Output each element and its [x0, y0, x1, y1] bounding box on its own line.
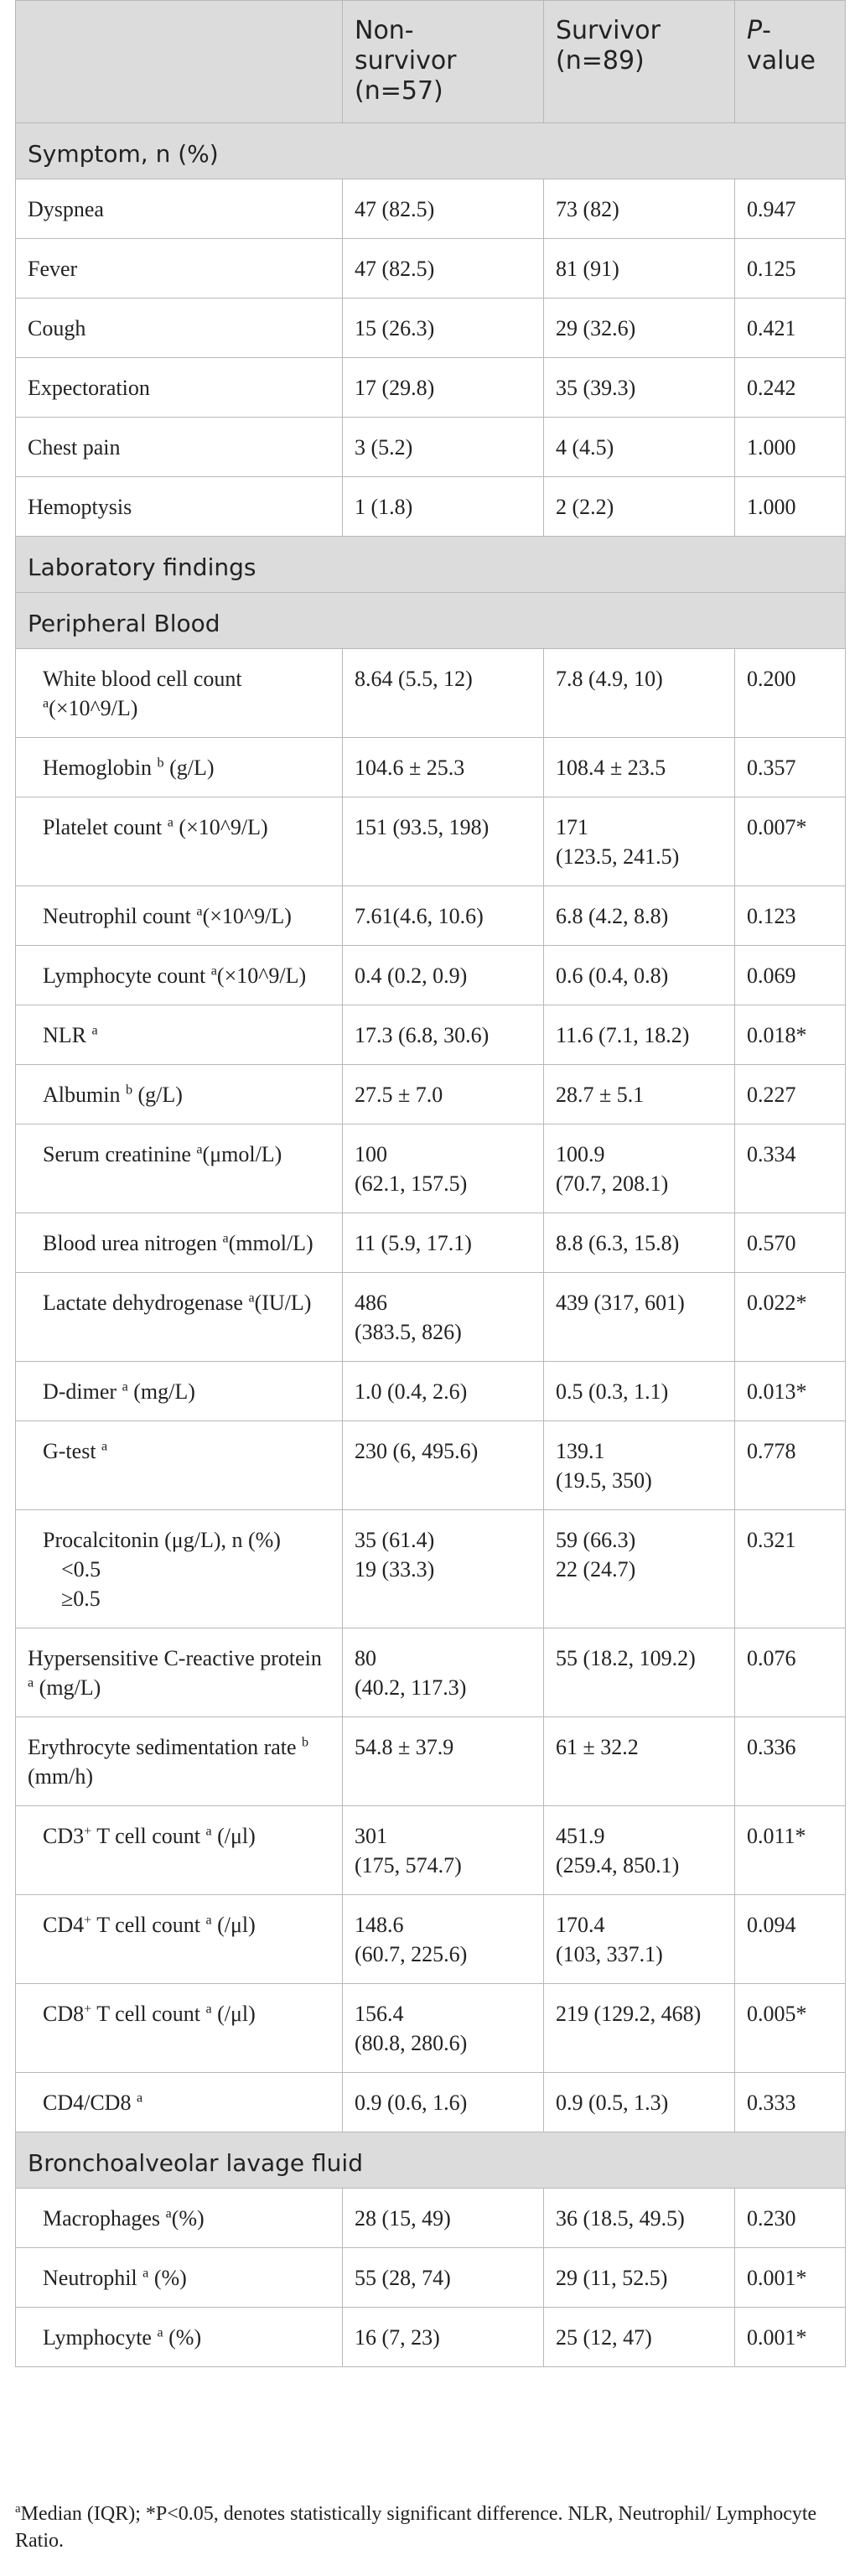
- label-sup: a: [205, 2002, 212, 2017]
- non-survivor-value: 7.61(4.6, 10.6): [343, 886, 544, 946]
- row-label: [16, 418, 343, 477]
- label-unit: (/μl): [211, 1913, 256, 1937]
- p-value: 0.001*: [735, 2248, 846, 2308]
- header-survivor: Survivor (n=89): [544, 1, 735, 123]
- non-survivor-value: 0.4 (0.2, 0.9): [343, 946, 544, 1005]
- table-row: [16, 1124, 846, 1213]
- table-row: [16, 2189, 846, 2248]
- survivor-value: 29 (32.6): [544, 299, 735, 358]
- p-value: 0.242: [735, 358, 846, 418]
- non-survivor-value: 104.6 ± 25.3: [343, 738, 544, 797]
- label-sup: a: [167, 815, 174, 830]
- table-row: [16, 179, 846, 239]
- survivor-value: 81 (91): [544, 239, 735, 299]
- label-unit: (×10^9/L): [216, 963, 307, 988]
- section-lab-label: Laboratory findings: [16, 537, 846, 593]
- label-text: Hemoglobin: [43, 756, 152, 780]
- survivor-value: 171 (123.5, 241.5): [544, 797, 735, 886]
- row-label: [16, 1065, 343, 1124]
- table-row: [16, 1273, 846, 1362]
- label-unit: (/μl): [211, 1824, 256, 1848]
- label-sup: a: [248, 1291, 255, 1306]
- survivor-value: 25 (12, 47): [544, 2308, 735, 2367]
- label-text: Lymphocyte: [43, 2325, 152, 2350]
- row-label: [16, 1806, 343, 1895]
- survivor-value: 139.1 (19.5, 350): [544, 1421, 735, 1510]
- label-sup: a: [136, 2090, 143, 2106]
- label-unit: (/μl): [211, 2002, 256, 2026]
- non-survivor-value: 148.6 (60.7, 225.6): [343, 1895, 544, 1984]
- label-text: Blood urea nitrogen: [43, 1231, 217, 1255]
- non-survivor-value: 1.0 (0.4, 2.6): [343, 1362, 544, 1421]
- survivor-value: 0.9 (0.5, 1.3): [544, 2073, 735, 2132]
- label-plus: +: [84, 2002, 92, 2017]
- non-survivor-value: 3 (5.2): [343, 418, 544, 477]
- label-unit: (mg/L): [34, 1675, 101, 1700]
- row-label: [16, 946, 343, 1005]
- p-value: 0.333: [735, 2073, 846, 2132]
- section-peripheral-label: Peripheral Blood: [16, 593, 846, 649]
- header-non-survivor: Non- survivor (n=57): [343, 1, 544, 123]
- p-value: 0.076: [735, 1628, 846, 1717]
- label-pre: CD8: [43, 2002, 85, 2026]
- row-label: [16, 2189, 343, 2248]
- table-footnote: [15, 2501, 845, 2554]
- row-label: [16, 1510, 343, 1628]
- label-text: Serum creatinine: [43, 1142, 191, 1166]
- label-sup: a: [165, 2206, 172, 2221]
- p-value: 0.334: [735, 1124, 846, 1213]
- survivor-value: 73 (82): [544, 179, 735, 239]
- non-survivor-value: 100 (62.1, 157.5): [343, 1124, 544, 1213]
- row-label: [16, 1005, 343, 1065]
- table-row: [16, 649, 846, 738]
- header-variable: [16, 1, 343, 123]
- survivor-value: 4 (4.5): [544, 418, 735, 477]
- table-row: [16, 1421, 846, 1510]
- survivor-value: 439 (317, 601): [544, 1273, 735, 1362]
- row-label: [16, 179, 343, 239]
- section-peripheral: [16, 593, 846, 649]
- section-symptom: [16, 123, 846, 179]
- p-value: 0.778: [735, 1421, 846, 1510]
- p-value: 0.227: [735, 1065, 846, 1124]
- table-row: [16, 418, 846, 477]
- label-unit: (%): [148, 2266, 187, 2290]
- survivor-value: 6.8 (4.2, 8.8): [544, 886, 735, 946]
- non-survivor-value: 16 (7, 23): [343, 2308, 544, 2367]
- label-text: T cell count: [91, 2002, 200, 2026]
- table-row: [16, 1806, 846, 1895]
- p-value: 0.230: [735, 2189, 846, 2248]
- label-text: Chest pain: [28, 435, 121, 460]
- table-row: [16, 1895, 846, 1984]
- row-label: [16, 1362, 343, 1421]
- label-pre: CD3: [43, 1824, 85, 1848]
- label-plus: +: [84, 1824, 92, 1839]
- survivor-value: 8.8 (6.3, 15.8): [544, 1213, 735, 1273]
- non-survivor-value: 301 (175, 574.7): [343, 1806, 544, 1895]
- p-value: 1.000: [735, 418, 846, 477]
- survivor-value: 7.8 (4.9, 10): [544, 649, 735, 738]
- row-label: [16, 477, 343, 537]
- row-label: [16, 886, 343, 946]
- p-value: 0.018*: [735, 1005, 846, 1065]
- table-row: [16, 797, 846, 886]
- p-value: 0.001*: [735, 2308, 846, 2367]
- label-unit: (μmol/L): [202, 1142, 282, 1166]
- table-row: [16, 477, 846, 537]
- label-unit: (%): [163, 2325, 202, 2350]
- survivor-value: 2 (2.2): [544, 477, 735, 537]
- label-sup: a: [205, 1824, 212, 1839]
- non-survivor-value: 17 (29.8): [343, 358, 544, 418]
- label-unit: (mmol/L): [228, 1231, 313, 1255]
- label-text: Fever: [28, 257, 78, 281]
- label-text: T cell count: [91, 1824, 200, 1848]
- row-label: [16, 649, 343, 738]
- label-text: Dyspnea: [28, 197, 104, 221]
- row-label: [16, 1984, 343, 2073]
- label-text: Hypersensitive C-reactive protein: [28, 1646, 322, 1670]
- label-sup: a: [28, 1675, 34, 1690]
- non-survivor-value: 0.9 (0.6, 1.6): [343, 2073, 544, 2132]
- row-label: [16, 1628, 343, 1717]
- label-text: Neutrophil count: [43, 904, 191, 928]
- label-pre: CD4: [43, 1913, 85, 1937]
- non-survivor-value: 8.64 (5.5, 12): [343, 649, 544, 738]
- row-label: [16, 738, 343, 797]
- p-value: 0.005*: [735, 1984, 846, 2073]
- label-sup: a: [142, 2266, 149, 2281]
- row-label: [16, 1717, 343, 1806]
- p-value: 0.094: [735, 1895, 846, 1984]
- label-sup: a: [196, 904, 203, 919]
- table-row: [16, 1362, 846, 1421]
- table-row: [16, 2248, 846, 2308]
- p-value: 0.336: [735, 1717, 846, 1806]
- non-survivor-value: 47 (82.5): [343, 179, 544, 239]
- row-label: [16, 1895, 343, 1984]
- label-unit: (×10^9/L): [173, 815, 268, 839]
- non-survivor-value: 47 (82.5): [343, 239, 544, 299]
- label-text: NLR: [43, 1023, 86, 1047]
- label-sup: a: [122, 1379, 128, 1394]
- label-sup: a: [101, 1439, 108, 1454]
- non-survivor-value: 17.3 (6.8, 30.6): [343, 1005, 544, 1065]
- footnote-text: Median (IQR); *P<0.05, denotes statistically significant difference. NLR, Neutrophil/ Lymphocyte Ratio.: [15, 2503, 817, 2552]
- row-label: [16, 358, 343, 418]
- row-label: [16, 239, 343, 299]
- row-label: [16, 1124, 343, 1213]
- row-label: [16, 1213, 343, 1273]
- table-row: [16, 1005, 846, 1065]
- label-text: D-dimer: [43, 1379, 117, 1404]
- survivor-value: 28.7 ± 5.1: [544, 1065, 735, 1124]
- survivor-value: 451.9 (259.4, 850.1): [544, 1806, 735, 1895]
- table-row: [16, 299, 846, 358]
- label-sup: a: [210, 963, 217, 979]
- non-survivor-value: 1 (1.8): [343, 477, 544, 537]
- non-survivor-value: 486 (383.5, 826): [343, 1273, 544, 1362]
- p-value: 1.000: [735, 477, 846, 537]
- section-symptom-label: Symptom, n (%): [16, 123, 846, 179]
- non-survivor-value: 156.4 (80.8, 280.6): [343, 1984, 544, 2073]
- survivor-value: 0.5 (0.3, 1.1): [544, 1362, 735, 1421]
- row-label: [16, 2308, 343, 2367]
- p-value: 0.357: [735, 738, 846, 797]
- label-text: Procalcitonin (μg/L), n (%): [43, 1528, 281, 1552]
- survivor-value: 11.6 (7.1, 18.2): [544, 1005, 735, 1065]
- label-text: Platelet count: [43, 815, 163, 839]
- label-unit: (IU/L): [254, 1291, 312, 1315]
- label-text: White blood cell count: [43, 667, 242, 691]
- header-p-rest: - value: [747, 16, 816, 75]
- row-label: [16, 1421, 343, 1510]
- non-survivor-value: 28 (15, 49): [343, 2189, 544, 2248]
- table-row: [16, 358, 846, 418]
- label-sup: a: [157, 2325, 163, 2340]
- survivor-value: 36 (18.5, 49.5): [544, 2189, 735, 2248]
- table-row: [16, 886, 846, 946]
- non-survivor-value: 27.5 ± 7.0: [343, 1065, 544, 1124]
- non-survivor-value: 11 (5.9, 17.1): [343, 1213, 544, 1273]
- table-row: [16, 1717, 846, 1806]
- label-sup: a: [43, 696, 49, 711]
- header-p-letter: P: [747, 16, 763, 45]
- table-row: [16, 1628, 846, 1717]
- non-survivor-value: 15 (26.3): [343, 299, 544, 358]
- p-value: 0.421: [735, 299, 846, 358]
- non-survivor-value: 151 (93.5, 198): [343, 797, 544, 886]
- table-row: [16, 2073, 846, 2132]
- row-label: [16, 299, 343, 358]
- label-sup: a: [222, 1231, 229, 1246]
- p-value: 0.022*: [735, 1273, 846, 1362]
- label-sub2: ≥0.5: [61, 1587, 101, 1611]
- non-survivor-value: 80 (40.2, 117.3): [343, 1628, 544, 1717]
- label-sup: b: [302, 1735, 309, 1750]
- section-balf-label: Bronchoalveolar lavage fluid: [16, 2132, 846, 2189]
- clinical-characteristics-table: [15, 0, 846, 2367]
- survivor-value: 61 ± 32.2: [544, 1717, 735, 1806]
- survivor-value: 29 (11, 52.5): [544, 2248, 735, 2308]
- row-label: [16, 2073, 343, 2132]
- label-text: Albumin: [43, 1083, 121, 1107]
- label-sup: a: [196, 1142, 203, 1157]
- table-row: [16, 1065, 846, 1124]
- label-text: T cell count: [91, 1913, 200, 1937]
- p-value: 0.200: [735, 649, 846, 738]
- survivor-value: 59 (66.3) 22 (24.7): [544, 1510, 735, 1628]
- p-value: 0.013*: [735, 1362, 846, 1421]
- label-unit: (%): [171, 2206, 205, 2231]
- p-value: 0.069: [735, 946, 846, 1005]
- non-survivor-value: 35 (61.4) 19 (33.3): [343, 1510, 544, 1628]
- label-unit: (g/L): [163, 756, 215, 780]
- survivor-value: 35 (39.3): [544, 358, 735, 418]
- table-row: [16, 1984, 846, 2073]
- label-unit: (×10^9/L): [49, 696, 138, 720]
- label-unit: (mg/L): [127, 1379, 195, 1404]
- survivor-value: 170.4 (103, 337.1): [544, 1895, 735, 1984]
- survivor-value: 0.6 (0.4, 0.8): [544, 946, 735, 1005]
- label-sub1: <0.5: [61, 1557, 101, 1581]
- footnote-sup: a: [15, 2502, 21, 2516]
- label-text: Expectoration: [28, 376, 150, 400]
- non-survivor-value: 230 (6, 495.6): [343, 1421, 544, 1510]
- p-value: 0.123: [735, 886, 846, 946]
- p-value: 0.007*: [735, 797, 846, 886]
- section-lab: [16, 537, 846, 593]
- label-unit: (mm/h): [28, 1764, 93, 1789]
- label-text: Lactate dehydrogenase: [43, 1291, 243, 1315]
- label-text: Cough: [28, 316, 86, 340]
- survivor-value: 100.9 (70.7, 208.1): [544, 1124, 735, 1213]
- label-sup: a: [205, 1913, 212, 1928]
- non-survivor-value: 54.8 ± 37.9: [343, 1717, 544, 1806]
- table-row: [16, 1213, 846, 1273]
- row-label: [16, 1273, 343, 1362]
- label-plus: +: [84, 1913, 92, 1928]
- p-value: 0.947: [735, 179, 846, 239]
- label-unit: (×10^9/L): [202, 904, 292, 928]
- row-label: [16, 2248, 343, 2308]
- header-p-value: [735, 1, 846, 123]
- p-value: 0.125: [735, 239, 846, 299]
- section-balf: [16, 2132, 846, 2189]
- table-row: [16, 1510, 846, 1628]
- header-row: [16, 1, 846, 123]
- survivor-value: 55 (18.2, 109.2): [544, 1628, 735, 1717]
- table-row: [16, 946, 846, 1005]
- p-value: 0.570: [735, 1213, 846, 1273]
- table-row: [16, 738, 846, 797]
- p-value: 0.011*: [735, 1806, 846, 1895]
- label-text: Neutrophil: [43, 2266, 137, 2290]
- table-row: [16, 239, 846, 299]
- label-text: G-test: [43, 1439, 96, 1463]
- label-sup: b: [157, 756, 164, 771]
- non-survivor-value: 55 (28, 74): [343, 2248, 544, 2308]
- label-sup: b: [125, 1083, 133, 1098]
- label-sup: a: [91, 1023, 98, 1038]
- survivor-value: 108.4 ± 23.5: [544, 738, 735, 797]
- label-text: Macrophages: [43, 2206, 161, 2231]
- survivor-value: 219 (129.2, 468): [544, 1984, 735, 2073]
- label-pre: CD4/CD8: [43, 2090, 132, 2115]
- label-unit: (g/L): [132, 1083, 183, 1107]
- p-value: 0.321: [735, 1510, 846, 1628]
- label-text: Lymphocyte count: [43, 963, 206, 988]
- table-row: [16, 2308, 846, 2367]
- label-text: Hemoptysis: [28, 495, 132, 519]
- row-label: [16, 797, 343, 886]
- label-text: Erythrocyte sedimentation rate: [28, 1735, 297, 1759]
